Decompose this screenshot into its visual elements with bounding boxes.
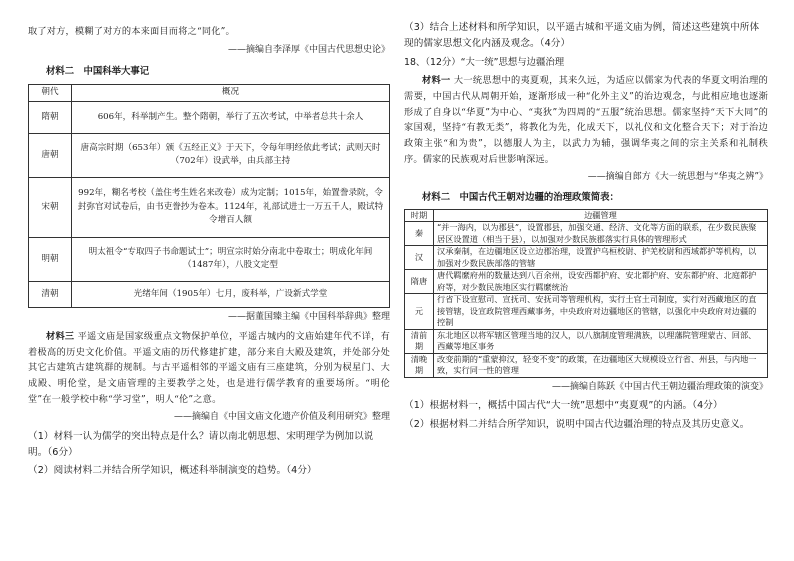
- question-3: （3）结合上述材料和所学知识，以平遥古城和平遥文庙为例，简述这些建筑中所体现的儒家思想文化内涵及观念。（4分）: [404, 22, 760, 49]
- material1-paragraph: [404, 73, 768, 168]
- period-cell: 元: [405, 294, 434, 330]
- desc-cell: 唐高宗时期（653年）颁《五经正义》于天下，令每年明经依此考试；武则天时（702年）设武举，由兵部主持: [72, 133, 390, 177]
- source-citation-1: ——摘编自李泽厚《中国古代思想史论》: [227, 44, 390, 55]
- header-dynasty: 朝代: [29, 84, 72, 101]
- right-column: [404, 0, 768, 433]
- material2-heading: 材料二 中国科举大事记: [46, 65, 150, 77]
- keju-table: [28, 84, 390, 308]
- policy-cell: 汉承秦制，在边疆地区设立边郡治理，设置护乌桓校尉、护羌校尉和西域都护等机构，以加强对少数民族部落的管辖: [434, 246, 768, 270]
- table-row: [29, 281, 390, 307]
- question-18-2: （2）根据材料二并结合所学知识，说明中国古代边疆治理的特点及其历史意义。: [404, 418, 750, 430]
- table-header-row: [29, 84, 390, 101]
- source-citation-4: ——摘编自郎方《大一统思想与“华夷之辨”》: [587, 171, 768, 182]
- table-row: [405, 270, 768, 294]
- question-2: （2）阅读材料二并结合所学知识，概述科举制演变的趋势。（4分）: [28, 464, 317, 476]
- policy-cell: “并一海内，以为郡县”，设置郡县，加强交通、经济、文化等方面的联系，在少数民族聚居区设置道（相当于县），以加强对少数民族郡落实行具体的管理形式: [434, 222, 768, 246]
- intro-line: 取了对方，模糊了对方的本来面目而将之“同化”。: [28, 26, 235, 37]
- period-cell: 清晚期: [405, 353, 434, 377]
- policy-cell: 改变前期的“重蒙抑汉，轻变不变”的政策，在边疆地区大规模设立行省、州县，与内地一致，实行同一性的管理: [434, 353, 768, 377]
- table-row: [405, 329, 768, 353]
- table-row: [29, 237, 390, 281]
- desc-cell: 明太祖令“专取四子书命题试士”；明宣宗时始分南北中卷取士；明成化年间（1487年），八股文定型: [72, 237, 390, 281]
- material3-paragraph: [28, 329, 390, 408]
- header-period: 时期: [405, 209, 434, 222]
- material3-text: 平遥文庙是国家级重点文物保护单位，平遥古城内的文庙始建年代不详，有着极高的历史文化价值。平遥文庙的历代修建扩建，部分来自大殿及建筑，并处部分处其它古建筑古建筑群的规制。与古平遥相邻的平遥文庙有三座建筑，分别为棂星门、大成殿、明伦堂，是文庙管理的主要教学之处，也是进行儒学教育的重要场所。“明伦堂”在一般学校中称“学习堂”，明人“伦”之意。: [28, 330, 390, 405]
- period-cell: 秦: [405, 222, 434, 246]
- policy-cell: 东北地区以将军辖区管理当地的汉人，以八旗制度管理满族，以理藩院管理蒙古、回部、西藏等地区事务: [434, 329, 768, 353]
- policy-cell: 行省下设宣慰司、宣抚司、安抚司等管理机构，实行土官土司制度，实行对西藏地区的直接管辖，设宣政院管理西藏事务，中央政府对边疆地区的管辖，以强化中央政府对边疆的控制: [434, 294, 768, 330]
- question-18-1: （1）根据材料一，概括中国古代“大一统”思想中“夷夏观”的内涵。（4分）: [404, 399, 723, 411]
- header-border-management: 边疆管理: [434, 209, 768, 222]
- table-row: [405, 246, 768, 270]
- table-row: [29, 177, 390, 237]
- material2-right-heading: 材料二 中国古代王朝对边疆的治理政策简表：: [422, 191, 619, 203]
- desc-cell: 992年，糊名考校（盖住考生姓名来改卷）成为定制；1015年，始置誊录院，令封弥官对试卷后，由书吏誊抄为卷本。1124年，礼部试进士一万五千人，殿试特令增百人额: [72, 177, 390, 237]
- period-cell: 汉: [405, 246, 434, 270]
- dynasty-cell: 隋朝: [29, 101, 72, 133]
- question-18-heading: 18、（12分）“大一统”思想与边疆治理: [404, 57, 565, 68]
- period-cell: 隋唐: [405, 270, 434, 294]
- material1-text: 大一统思想中的夷夏观，其来久远，为适应以儒家为代表的华夏文明治理的需要，中国古代从周朝开始，逐渐形成一种“化外主义”的治边观念，与此相应地也逐渐形成了自身以“华夏”为中心、“夷狄”为四周的“五服”统治思想。儒家坚持“天下大同”的家国观，坚持“有教无类”，将教化为先，化成天下，以礼仪和文化整合天下；对于治边政策主张“和为贵”，以德服人为主，以武力为辅，强调华夷之间的宗主关系和礼制秩序。儒家的民族观对后世影响深远。: [404, 75, 768, 165]
- dynasty-cell: 明朝: [29, 237, 72, 281]
- table-row: [405, 222, 768, 246]
- material3-label: 材料三: [46, 330, 75, 342]
- table-row: [29, 133, 390, 177]
- source-citation-2: ——据董国臻主编《中国科举辞典》整理: [227, 311, 390, 322]
- table-row: [29, 101, 390, 133]
- source-citation-3: ——摘编自《中国文庙文化遗产价值及利用研究》整理: [173, 411, 390, 422]
- border-policy-table: [404, 209, 768, 378]
- table-header-row: [405, 209, 768, 222]
- header-overview: 概况: [72, 84, 390, 101]
- table-row: [405, 353, 768, 377]
- dynasty-cell: 宋朝: [29, 177, 72, 237]
- left-column: [28, 0, 390, 479]
- table-row: [405, 294, 768, 330]
- dynasty-cell: 唐朝: [29, 133, 72, 177]
- desc-cell: 606年，科举制产生。整个隋朝，举行了五次考试，中举者总共十余人: [72, 101, 390, 133]
- period-cell: 清前期: [405, 329, 434, 353]
- policy-cell: 唐代羁縻府州的数量达到八百余州，设安西都护府、安北都护府、安东都护府、北庭都护府等，对少数民族地区实行羁縻统治: [434, 270, 768, 294]
- question-1: （1）材料一认为儒学的突出特点是什么？请以南北朝思想、宋明理学为例加以说明。（6分）: [28, 430, 374, 458]
- source-citation-5: ——摘编自陈跃《中国古代王朝边疆治理政策的演变》: [551, 381, 768, 392]
- dynasty-cell: 清朝: [29, 281, 72, 307]
- material1-label: 材料一: [422, 75, 451, 86]
- desc-cell: 光绪年间（1905年）七月，废科举，广设新式学堂: [72, 281, 390, 307]
